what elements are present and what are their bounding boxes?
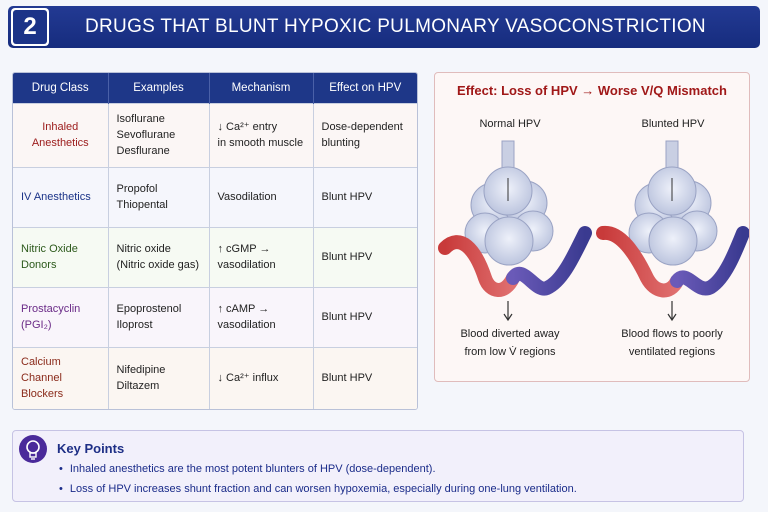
section-number-badge (11, 8, 49, 46)
examples-cell: Propofol Thiopental (108, 167, 209, 227)
effect-cell: Blunt HPV (313, 347, 417, 409)
drug-class-cell: Nitric Oxide Donors (13, 227, 108, 287)
effect-cell: Blunt HPV (313, 227, 417, 287)
mechanism-cell: ↓ Ca²⁺ influx (209, 347, 313, 409)
column-header: Drug Class (13, 73, 108, 104)
drug-class-cell: Inhaled Anesthetics (13, 104, 108, 168)
page-title: DRUGS THAT BLUNT HYPOXIC PULMONARY VASOCONSTRICTION (85, 16, 706, 37)
table-row (13, 104, 417, 168)
table-header-row (13, 73, 417, 104)
key-points-title: Key Points (57, 441, 125, 456)
effect-cell: Blunt HPV (313, 287, 417, 347)
key-point-item: • Loss of HPV increases shunt fraction and can worsen hypoxemia, especially during one-lung ventilation. (59, 483, 577, 495)
drug-table (12, 72, 418, 410)
normal-hpv-caption: Blood diverted away from low V̇ regions (460, 328, 560, 358)
examples-cell: Nifedipine Diltazem (108, 347, 209, 409)
effect-cell: Blunt HPV (313, 167, 417, 227)
table-row (13, 167, 417, 227)
panel-title: Effect: Loss of HPV → Worse V/Q Mismatch (457, 83, 727, 98)
alveolar-sac (629, 167, 717, 265)
lightbulb-icon (19, 435, 47, 463)
table-row (13, 347, 417, 409)
blunted-hpv-label: Blunted HPV (641, 118, 705, 130)
column-header: Mechanism (209, 73, 313, 104)
column-header: Effect on HPV (313, 73, 417, 104)
section-number: 2 (13, 10, 47, 44)
table-row (13, 287, 417, 347)
table-row (13, 227, 417, 287)
mechanism-cell: Vasodilation (209, 167, 313, 227)
examples-cell: Epoprostenol Iloprost (108, 287, 209, 347)
normal-hpv-label: Normal HPV (479, 118, 541, 130)
mechanism-cell: ↑ cAMP → vasodilation (209, 287, 313, 347)
key-point-item: • Inhaled anesthetics are the most potent blunters of HPV (dose-dependent). (59, 463, 436, 475)
normal-hpv-diagram (445, 141, 585, 320)
blunted-hpv-diagram (603, 141, 743, 320)
drug-class-cell: IV Anesthetics (13, 167, 108, 227)
blunted-hpv-caption: Blood flows to poorly ventilated regions (621, 328, 723, 358)
mechanism-cell: ↓ Ca²⁺ entry in smooth muscle (209, 104, 313, 168)
effect-cell: Dose-dependent blunting (313, 104, 417, 168)
title-banner (8, 6, 760, 48)
mechanism-cell: ↑ cGMP → vasodilation (209, 227, 313, 287)
drug-class-cell: Prostacyclin (PGI₂) (13, 287, 108, 347)
key-points-box (12, 430, 744, 502)
drug-class-cell: Calcium Channel Blockers (13, 347, 108, 409)
examples-cell: Nitric oxide (Nitric oxide gas) (108, 227, 209, 287)
column-header: Examples (108, 73, 209, 104)
hpv-comparison-panel (434, 72, 750, 382)
examples-cell: Isoflurane Sevoflurane Desflurane (108, 104, 209, 168)
